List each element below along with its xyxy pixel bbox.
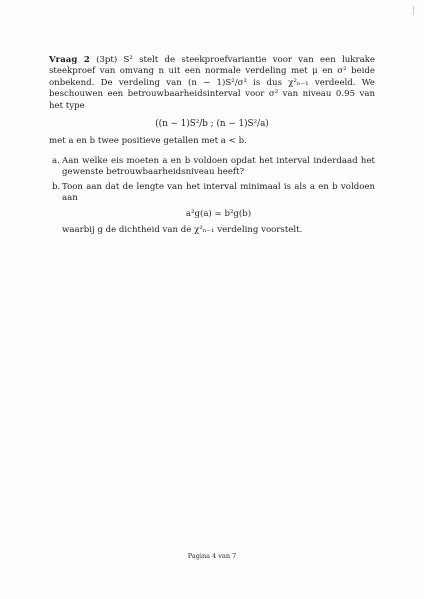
page-number: Pagina 4 van 7	[187, 552, 237, 560]
sub-question-text: Aan welke eis moeten a en b voldoen opdat het interval inderdaad het gewenste betrouwbaarheidsniveau heeft?	[62, 155, 375, 178]
minimal-length-formula: a²g(a) = b²g(b)	[185, 209, 252, 220]
sub-question-label: a.	[52, 155, 60, 166]
sub-question-text: Toon aan dat de lengte van het interval minimaal is als a en b voldoen aan	[62, 181, 375, 204]
sub-question-after-text: waarbij g de dichtheid van de χ²ₙ₋₁ verdeling voorstelt.	[62, 224, 303, 235]
condition-text: met a en b twee positieve getallen met a < b.	[49, 136, 247, 147]
question-heading: Vraag 2	[49, 55, 90, 65]
question-block	[49, 55, 375, 239]
question-intro	[49, 55, 375, 112]
sub-questions	[49, 156, 375, 236]
interval-formula: ((n − 1)S²/b ; (n − 1)S²/a)	[155, 119, 269, 130]
sub-question-b	[49, 182, 375, 237]
sub-question-a	[49, 156, 375, 179]
question-intro-text: S² stelt de steekproefvariantie voor van een lukrake steekproef van omvang n uit een normale verdeling met μ en σ² beide onbekend. De verdeling van (n − 1)S²/σ² is dus χ²ₙ₋₁ verdeeld. We beschouwen een betrouwbaarheidsinterval voor σ² van niveau 0.95 van het type	[49, 55, 376, 111]
question-points: (3pt)	[96, 55, 118, 65]
scan-edge-mark	[413, 6, 414, 15]
sub-question-label: b.	[52, 181, 61, 192]
